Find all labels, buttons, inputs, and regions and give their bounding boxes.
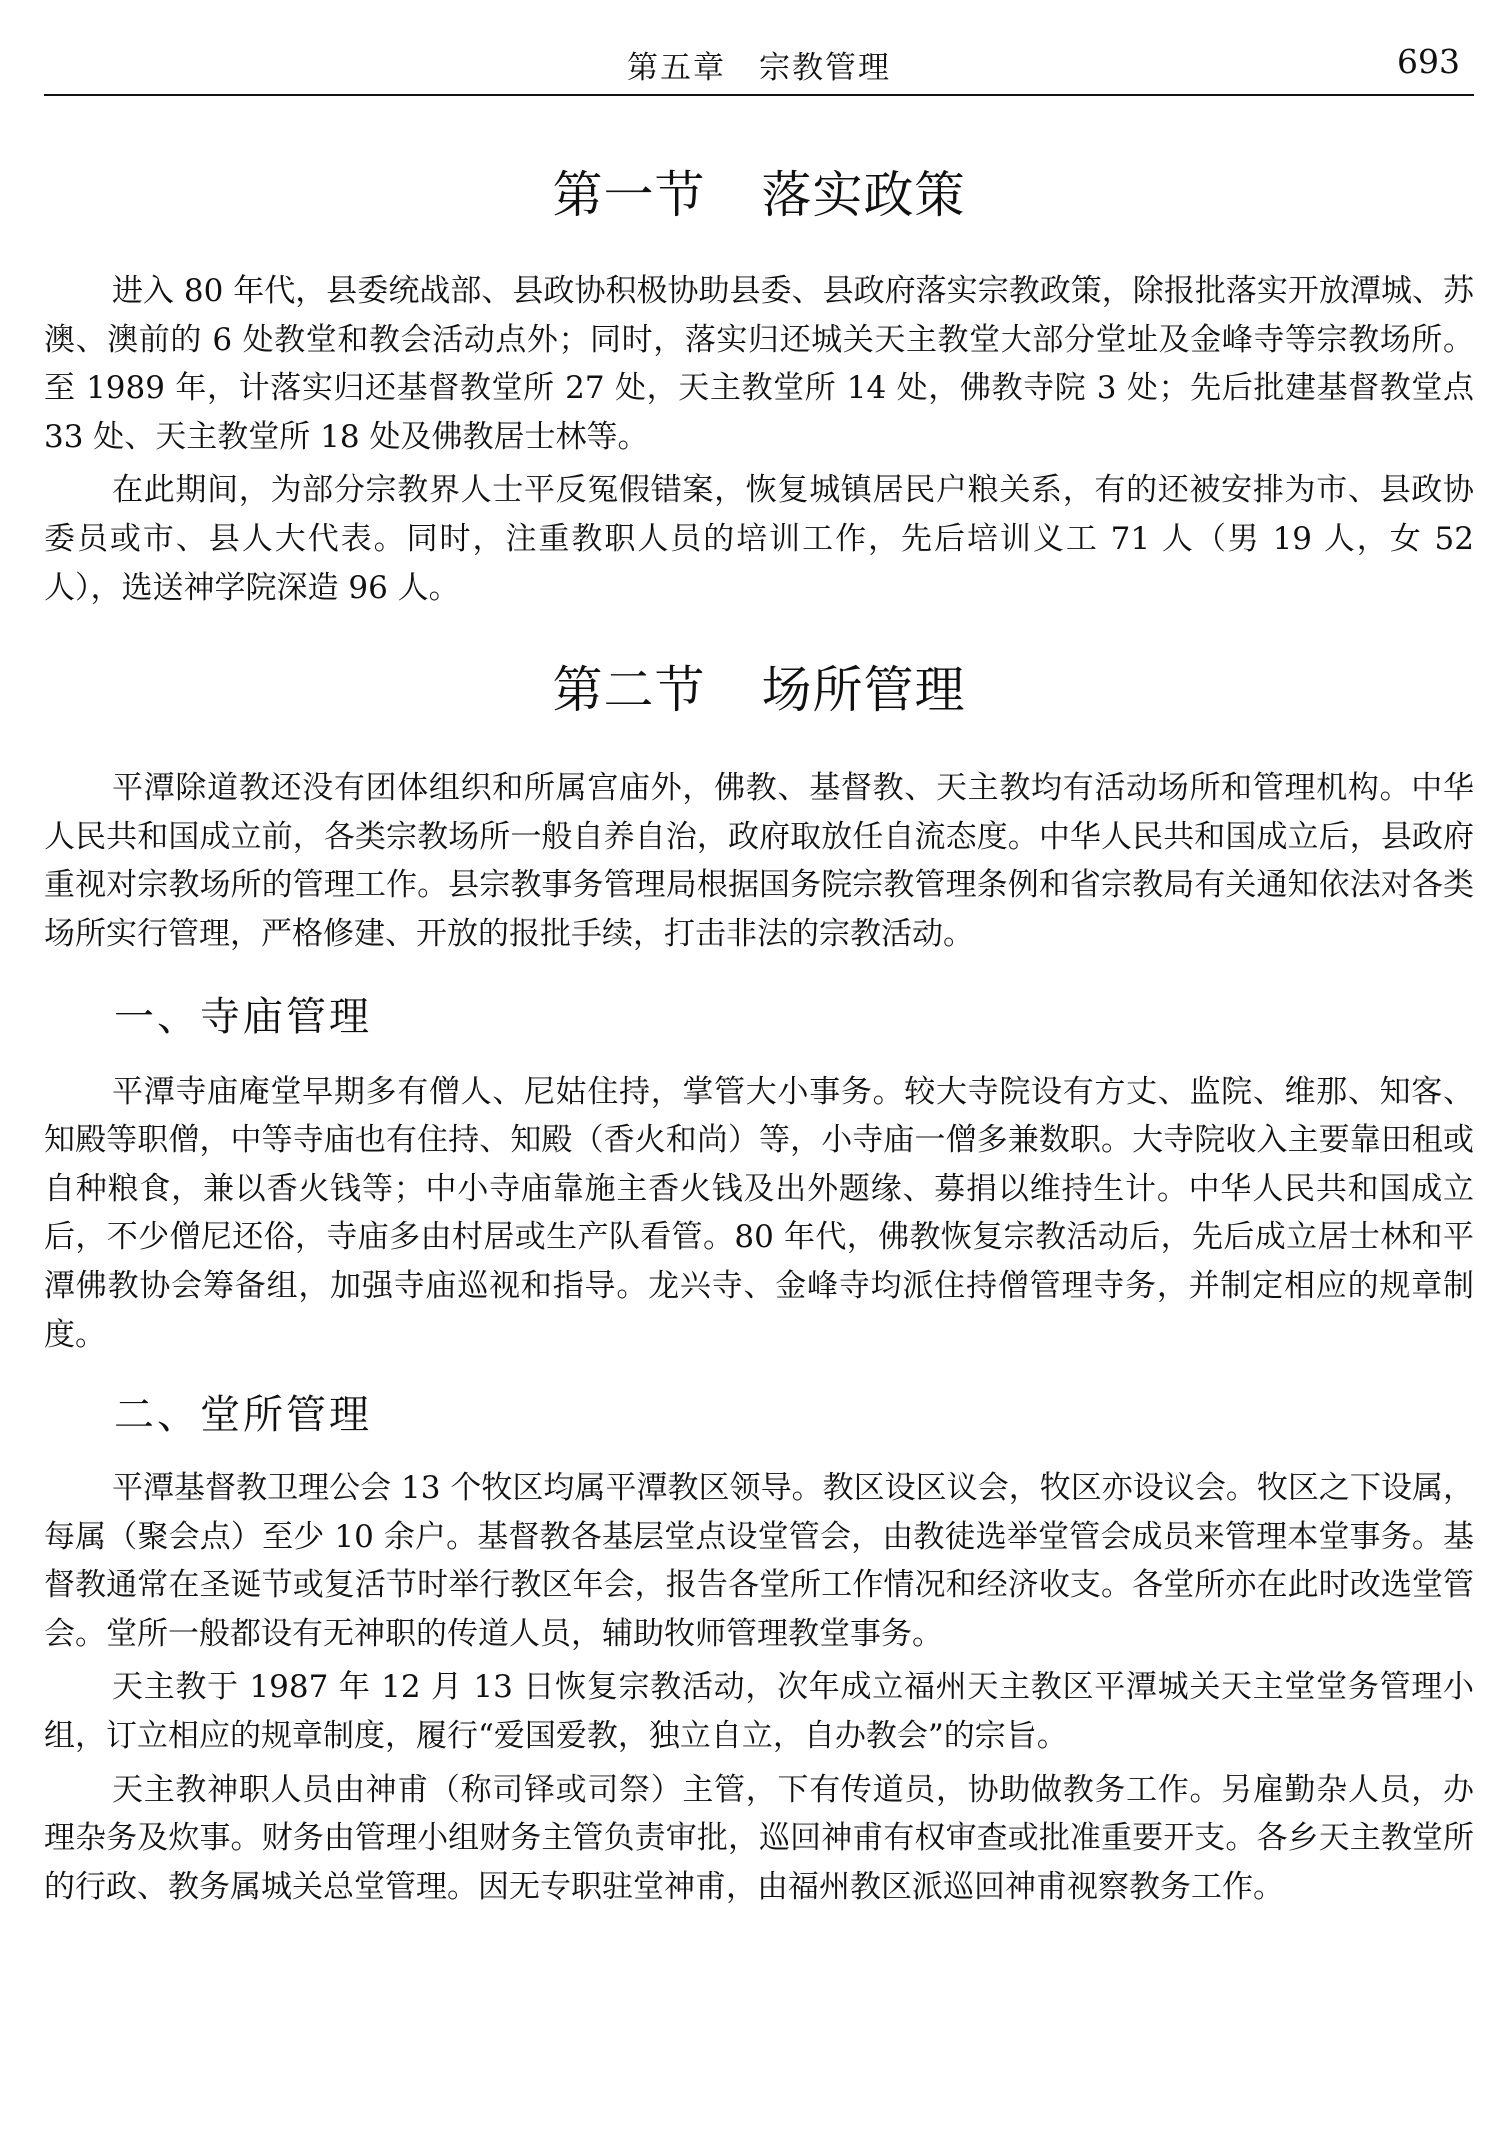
section-number: 第一节 bbox=[552, 166, 706, 224]
section-heading-2 bbox=[44, 650, 1474, 722]
paragraph: 天主教神职人员由神甫（称司铎或司祭）主管，下有传道员，协助做教务工作。另雇勤杂人员，办理杂务及炊事。财务由管理小组财务主管负责审批，巡回神甫有权审查或批准重要开支。各乡天主教堂所的行政、教务属城关总堂管理。因无专职驻堂神甫，由福州教区派巡回神甫视察教务工作。 bbox=[44, 1771, 1474, 1905]
paragraph: 平潭基督教卫理公会 13 个牧区均属平潭教区领导。教区设区议会，牧区亦设议会。牧区之下设属，每属（聚会点）至少 10 余户。基督教各基层堂点设堂管会，由教徒选举堂管会成员来管理本堂事务。基督教通常在圣诞节或复活节时举行教区年会，报告各堂所工作情况和经济收支。各堂所亦在此时改选堂管会。堂所一般都设有无神职的传道人员，辅助牧师管理教堂事务。 bbox=[44, 1470, 1474, 1652]
section-title-text: 场所管理 bbox=[761, 661, 966, 720]
paragraph: 平潭寺庙庵堂早期多有僧人、尼姑住持，掌管大小事务。较大寺院设有方丈、监院、维那、知客、知殿等职僧，中等寺庙也有住持、知殿（香火和尚）等，小寺庙一僧多兼数职。大寺院收入主要靠田租或自种粮食，兼以香火钱等；中小寺庙靠施主香火钱及出外题缘、募捐以维持生计。中华人民共和国成立后，不少僧尼还俗，寺庙多由村居或生产队看管。80 年代，佛教恢复宗教活动后，先后成立居士林和平潭佛教协会筹备组，加强寺庙巡视和指导。龙兴寺、金峰寺均派住持僧管理寺务，并制定相应的规章制度。 bbox=[44, 1073, 1474, 1353]
page-number: 693 bbox=[1397, 42, 1460, 81]
page-content bbox=[44, 155, 1474, 1911]
subsection-heading-temple: 一、寺庙管理 bbox=[114, 993, 372, 1040]
paragraph: 平潭除道教还没有团体组织和所属宫庙外，佛教、基督教、天主教均有活动场所和管理机构。中华人民共和国成立前，各类宗教场所一般自养自治，政府取放任自流态度。中华人民共和国成立后，县政府重视对宗教场所的管理工作。县宗教事务管理局根据国务院宗教管理条例和省宗教局有关通知依法对各类场所实行管理，严格修建、开放的报批手续，打击非法的宗教活动。 bbox=[44, 770, 1474, 952]
paragraph: 天主教于 1987 年 12 月 13 日恢复宗教活动，次年成立福州天主教区平潭城关天主堂堂务管理小组，订立相应的规章制度，履行“爱国爱教，独立自立，自办教会”的宗旨。 bbox=[44, 1669, 1474, 1755]
section-heading-1 bbox=[44, 155, 1474, 227]
section-number: 第二节 bbox=[552, 661, 706, 720]
paragraph: 进入 80 年代，县委统战部、县政协积极协助县委、县政府落实宗教政策，除报批落实开放潭城、苏澳、澳前的 6 处教堂和教会活动点外；同时，落实归还城关天主教堂大部分堂址及金峰寺等宗教场所。至 1989 年，计落实归还基督教堂所 27 处，天主教堂所 14 处，佛教寺院 3 处；先后批建基督教堂点 33 处、天主教堂所 18 处及佛教居士林等。 bbox=[44, 273, 1474, 455]
paragraph: 在此期间，为部分宗教界人士平反冤假错案，恢复城镇居民户粮关系，有的还被安排为市、县政协委员或市、县人大代表。同时，注重教职人员的培训工作，先后培训义工 71 人（男 19 人，女 52 人），选送神学院深造 96 人。 bbox=[44, 472, 1474, 606]
chapter-title: 第五章 宗教管理 bbox=[627, 50, 891, 86]
running-header bbox=[44, 38, 1474, 96]
section-title-text: 落实政策 bbox=[761, 166, 966, 224]
subsection-heading-church: 二、堂所管理 bbox=[114, 1392, 372, 1439]
